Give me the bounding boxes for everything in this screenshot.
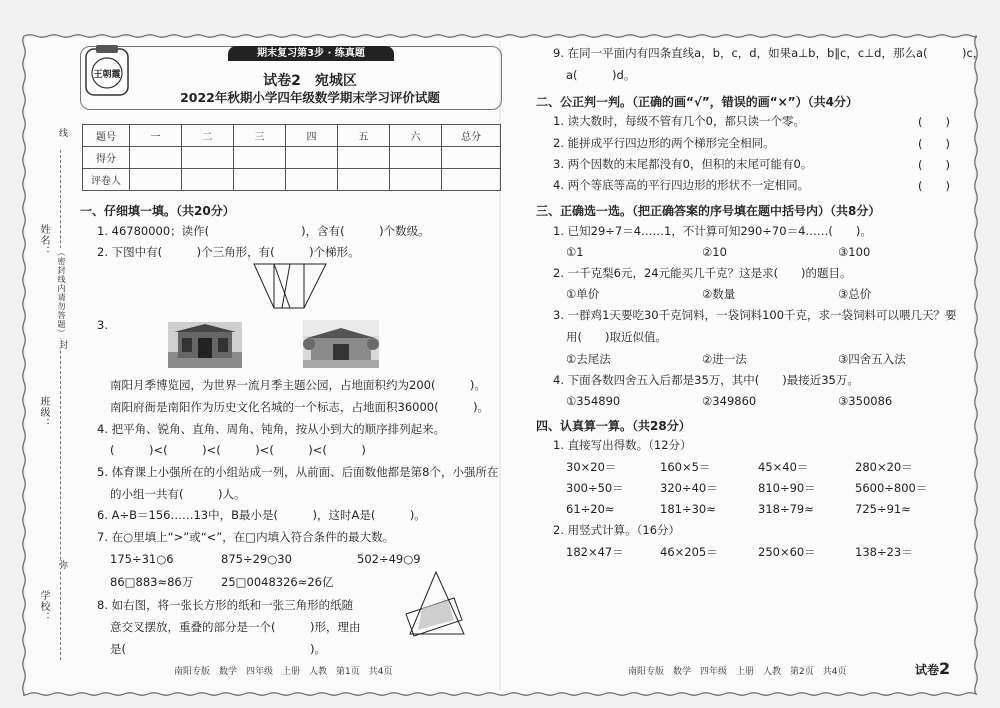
paper-title: 试卷2 宛城区 bbox=[263, 73, 357, 89]
vertical-calc-item: 138÷23＝ bbox=[855, 545, 913, 559]
calc-item: 160×5＝ bbox=[660, 460, 711, 474]
calc-item: 45×40＝ bbox=[758, 460, 809, 474]
score-table-row bbox=[83, 169, 501, 191]
score-cell[interactable] bbox=[130, 147, 182, 169]
score-header-cell: 题号 bbox=[83, 125, 130, 147]
score-cell[interactable] bbox=[338, 147, 390, 169]
school-label: 学校： bbox=[38, 590, 49, 623]
s1-q7d: 86□883≈86万 bbox=[110, 575, 194, 589]
choice-option[interactable]: ②10 bbox=[702, 245, 727, 259]
choice-option[interactable]: ①去尾法 bbox=[566, 352, 611, 366]
triangle-trapezoid-figure bbox=[252, 262, 328, 310]
calc-sub1: 1. 直接写出得数。（12分） bbox=[553, 438, 692, 452]
calc-item: 810÷90＝ bbox=[758, 481, 816, 495]
s1-q6: 6. A÷B＝156……13中，B最小是( )，这时A是( )。 bbox=[97, 508, 426, 522]
grader-cell[interactable] bbox=[390, 169, 442, 191]
s1-q9b: a( )d。 bbox=[566, 68, 636, 82]
choice-option[interactable]: ①354890 bbox=[566, 394, 621, 408]
calc-item: 181÷30≈ bbox=[660, 502, 716, 516]
score-cell[interactable] bbox=[286, 147, 338, 169]
government-office-photo bbox=[303, 320, 379, 368]
seal-word-feng: 封 bbox=[57, 340, 67, 350]
choice-option[interactable]: ②数量 bbox=[702, 287, 736, 301]
vertical-calc-item: 182×47＝ bbox=[566, 545, 624, 559]
judge-item: 1. 读大数时，每级不管有几个0，都只读一个零。 bbox=[553, 114, 805, 128]
calc-item: 300÷50＝ bbox=[566, 481, 624, 495]
overlap-figure bbox=[402, 570, 468, 644]
judge-answer-bracket[interactable]: ( ) bbox=[918, 158, 950, 172]
judge-answer-bracket[interactable]: ( ) bbox=[918, 115, 950, 129]
judge-item: 4. 两个等底等高的平行四边形的形状不一定相同。 bbox=[553, 178, 810, 192]
choice-q2: 2. 一千克梨6元，24元能买几千克？这是求( )的题目。 bbox=[553, 266, 852, 280]
s1-q3a: 南阳月季博览园，为世界一流月季主题公园，占地面积约为200( )。 bbox=[110, 378, 486, 392]
s1-q3b: 南阳府衙是南阳作为历史文化名城的一个标志，占地面积36000( )。 bbox=[110, 400, 490, 414]
score-table-header-row bbox=[83, 125, 501, 147]
grader-cell[interactable] bbox=[338, 169, 390, 191]
s1-q3: 3. bbox=[97, 318, 108, 332]
s1-q2: 2. 下图中有( )个三角形，有( )个梯形。 bbox=[97, 245, 360, 259]
score-header-cell: 四 bbox=[286, 125, 338, 147]
seal-note: （密封线内请勿答题） bbox=[57, 248, 66, 338]
calc-item: 5600÷800＝ bbox=[855, 481, 928, 495]
choice-q4: 4. 下面各数四舍五入后都是35万，其中( )最接近35万。 bbox=[553, 373, 859, 387]
footer-right: 南阳专版 数学 四年级 上册 人教 第2页 共4页 bbox=[628, 667, 847, 677]
seal-line bbox=[60, 150, 62, 660]
score-cell[interactable] bbox=[234, 147, 286, 169]
score-header-cell: 五 bbox=[338, 125, 390, 147]
calc-sub2: 2. 用竖式计算。（16分） bbox=[553, 523, 681, 537]
s1-q4b: ( )<( )<( )<( )<( ) bbox=[110, 443, 366, 457]
s1-q8a: 8. 如右图，将一张长方形的纸和一张三角形的纸随 bbox=[97, 598, 354, 612]
score-cell[interactable] bbox=[442, 147, 501, 169]
s1-q9a: 9. 在同一平面内有四条直线a，b，c，d，如果a⊥b，b∥c，c⊥d，那么a( )c， bbox=[553, 46, 985, 60]
grader-cell[interactable] bbox=[234, 169, 286, 191]
choice-option[interactable]: ①单价 bbox=[566, 287, 600, 301]
choice-option[interactable]: ②进一法 bbox=[702, 352, 747, 366]
s1-q7a: 175÷31○6 bbox=[110, 552, 174, 566]
choice-option[interactable]: ③100 bbox=[838, 245, 871, 259]
score-row-label: 评卷人 bbox=[83, 169, 130, 191]
rose-garden-photo bbox=[168, 322, 242, 368]
calc-item: 725÷91≈ bbox=[855, 502, 911, 516]
class-label: 班级： bbox=[38, 396, 49, 429]
logo-text: 王朝霞 bbox=[93, 70, 121, 80]
score-header-cell: 总分 bbox=[442, 125, 501, 147]
vertical-calc-item: 250×60＝ bbox=[758, 545, 816, 559]
s1-q5a: 5. 体育课上小强所在的小组站成一列，从前面、后面数他都是第8个，小强所在 bbox=[97, 465, 499, 479]
score-table-row bbox=[83, 147, 501, 169]
score-header-cell: 六 bbox=[390, 125, 442, 147]
calc-item: 318÷79≈ bbox=[758, 502, 814, 516]
seal-word-xian: 线 bbox=[57, 128, 67, 138]
exam-title: 2022年秋期小学四年级数学期末学习评价试题 bbox=[180, 90, 440, 105]
section3-title: 三、正确选一选。（把正确答案的序号填在题中括号内）（共8分） bbox=[536, 204, 881, 218]
choice-option[interactable]: ③350086 bbox=[838, 394, 893, 408]
grader-cell[interactable] bbox=[442, 169, 501, 191]
name-label: 姓名： bbox=[38, 224, 49, 257]
review-banner: 期末复习第3步 · 练真题 bbox=[228, 46, 394, 61]
grader-cell[interactable] bbox=[130, 169, 182, 191]
judge-answer-bracket[interactable]: ( ) bbox=[918, 179, 950, 193]
judge-item: 2. 能拼成平行四边形的两个梯形完全相同。 bbox=[553, 136, 775, 150]
score-table bbox=[82, 124, 501, 191]
s1-q5b: 的小组一共有( )人。 bbox=[110, 487, 246, 501]
choice-q3a: 3. 一群鸡1天要吃30千克饲料，一袋饲料100千克，求一袋饲料可以喂几天？要 bbox=[553, 308, 957, 322]
judge-answer-bracket[interactable]: ( ) bbox=[918, 137, 950, 151]
choice-q3b: 用( )取近似值。 bbox=[566, 330, 667, 344]
score-header-cell: 二 bbox=[182, 125, 234, 147]
grader-cell[interactable] bbox=[286, 169, 338, 191]
s1-q7e: 25□0048326≈26亿 bbox=[221, 575, 334, 589]
choice-option[interactable]: ③四舍五入法 bbox=[838, 352, 906, 366]
s1-q7c: 502÷49○9 bbox=[357, 552, 421, 566]
choice-q1: 1. 已知29÷7＝4……1，不计算可知290÷70＝4……( )。 bbox=[553, 224, 872, 238]
paper-tag-number: 2 bbox=[939, 659, 951, 678]
judge-item: 3. 两个因数的末尾都没有0，但积的末尾可能有0。 bbox=[553, 157, 813, 171]
score-row-label: 得分 bbox=[83, 147, 130, 169]
s1-q4: 4. 把平角、锐角、直角、周角、钝角，按从小到大的顺序排列起来。 bbox=[97, 422, 446, 436]
s1-q1: 1. 46780000；读作( )，含有( )个数级。 bbox=[97, 224, 430, 238]
section1-title: 一、仔细填一填。（共20分） bbox=[80, 204, 235, 218]
score-header-cell: 三 bbox=[234, 125, 286, 147]
section2-title: 二、公正判一判。（正确的画“√”，错误的画“×”）（共4分） bbox=[536, 95, 858, 109]
s1-q8b: 意交叉摆放，重叠的部分是一个( )形，理由 bbox=[110, 620, 361, 634]
choice-option[interactable]: ③总价 bbox=[838, 287, 872, 301]
calc-item: 30×20＝ bbox=[566, 460, 617, 474]
s1-q8c: 是( )。 bbox=[110, 642, 326, 656]
s1-q7: 7. 在○里填上“>”或“<”，在□内填入符合条件的最大数。 bbox=[97, 530, 395, 544]
choice-option[interactable]: ①1 bbox=[566, 245, 584, 259]
choice-option[interactable]: ②349860 bbox=[702, 394, 757, 408]
score-cell[interactable] bbox=[390, 147, 442, 169]
calc-item: 320÷40＝ bbox=[660, 481, 718, 495]
footer-left: 南阳专版 数学 四年级 上册 人教 第1页 共4页 bbox=[174, 667, 393, 677]
brand-logo bbox=[84, 43, 130, 99]
section4-title: 四、认真算一算。（共28分） bbox=[536, 419, 691, 433]
calc-item: 280×20＝ bbox=[855, 460, 913, 474]
grader-cell[interactable] bbox=[182, 169, 234, 191]
paper-tag bbox=[915, 659, 950, 678]
vertical-calc-item: 46×205＝ bbox=[660, 545, 718, 559]
paper-tag-label: 试卷 bbox=[915, 663, 940, 677]
calc-item: 61÷20≈ bbox=[566, 502, 615, 516]
score-header-cell: 一 bbox=[130, 125, 182, 147]
s1-q7b: 875÷29○30 bbox=[221, 552, 292, 566]
score-cell[interactable] bbox=[182, 147, 234, 169]
seal-word-mi: 弥 bbox=[57, 560, 67, 570]
